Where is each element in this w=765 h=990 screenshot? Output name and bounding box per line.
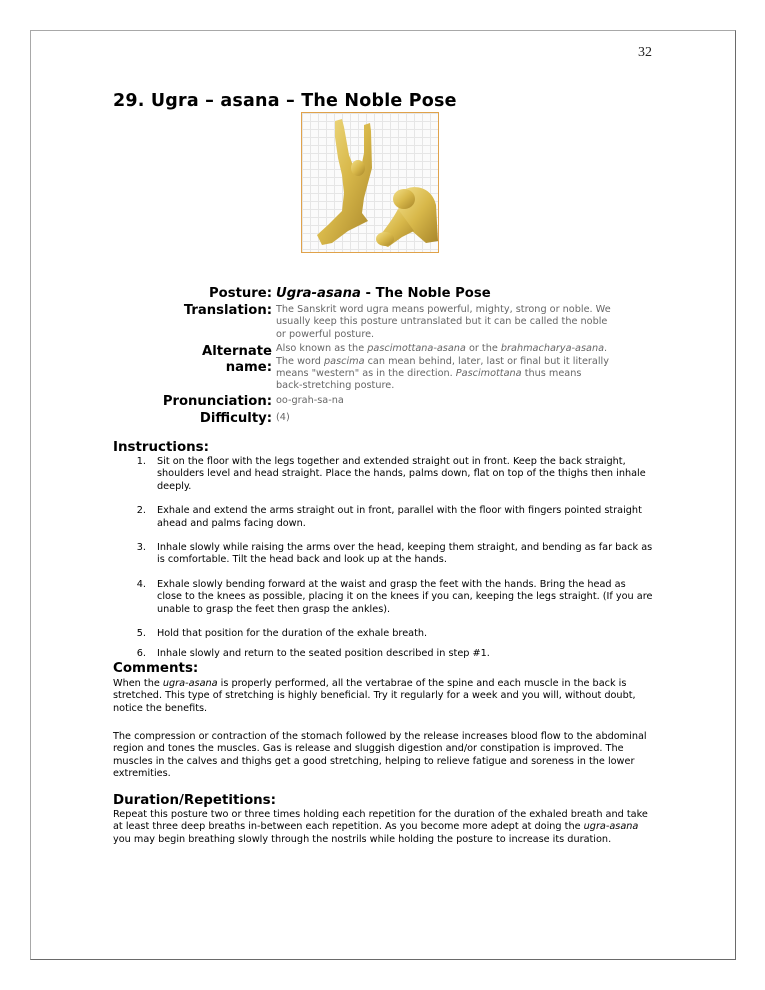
instruction-step bbox=[113, 456, 653, 493]
gold-figurines-image bbox=[302, 113, 438, 252]
instruction-step bbox=[113, 542, 653, 567]
difficulty-value: (4) bbox=[276, 411, 290, 423]
alternate-label-line2: name: bbox=[225, 360, 272, 376]
figure-arms-raised bbox=[317, 119, 372, 245]
difficulty-row bbox=[131, 411, 611, 427]
text-run: Also known as the bbox=[276, 343, 368, 355]
italic-term: ugra-asana bbox=[583, 821, 639, 833]
instructions-heading: Instructions: bbox=[113, 440, 210, 455]
instruction-step bbox=[113, 505, 653, 530]
pronunciation-value: oo-grah-sa-na bbox=[276, 394, 344, 406]
instructions-list bbox=[113, 456, 653, 661]
pronunciation-label: Pronunciation: bbox=[162, 393, 272, 409]
text-run: Repeat this posture two or three times holding each repetition for the duration of the exhaled breath and take at least three deep breaths in-between each repetition. As you become more adept at doing the bbox=[113, 809, 648, 833]
translation-row bbox=[131, 303, 611, 341]
step-number: 4. bbox=[136, 578, 146, 590]
text-run: or the bbox=[465, 343, 501, 355]
step-number: 6. bbox=[136, 648, 146, 660]
document-page bbox=[30, 30, 736, 960]
step-number: 3. bbox=[136, 542, 146, 554]
step-text: Inhale slowly and return to the seated position described in step #1. bbox=[157, 648, 490, 660]
page-title: 29. Ugra – asana – The Noble Pose bbox=[113, 91, 457, 111]
italic-term: Pascimottana bbox=[455, 368, 522, 380]
step-number: 2. bbox=[136, 505, 146, 517]
difficulty-label: Difficulty: bbox=[199, 410, 272, 426]
text-run: . The word bbox=[276, 343, 608, 367]
posture-label: Posture: bbox=[209, 286, 272, 301]
posture-name-italic: Ugra-asana bbox=[276, 286, 361, 301]
step-text: Inhale slowly while raising the arms over the head, keeping them straight, and bending as far back as is comfortable. Tilt the head back and look up at the hands. bbox=[157, 542, 653, 566]
italic-term: ugra-asana bbox=[162, 678, 218, 689]
alternate-label-line1: Alternate bbox=[201, 344, 272, 360]
italic-term: pascima bbox=[324, 355, 365, 367]
duration-paragraph bbox=[113, 809, 658, 846]
comments-paragraph-1 bbox=[113, 678, 658, 715]
figure-forward-bend bbox=[376, 187, 438, 247]
instruction-step bbox=[113, 579, 653, 616]
instruction-step bbox=[113, 628, 653, 640]
instruction-step bbox=[113, 648, 653, 660]
posture-row bbox=[131, 286, 611, 302]
step-number: 1. bbox=[136, 456, 146, 467]
posture-value bbox=[276, 286, 611, 302]
pronunciation-row bbox=[131, 394, 611, 410]
translation-value: The Sanskrit word ugra means powerful, mighty, strong or noble. We usually keep this posture untranslated but it can be called the noble or powerful posture. bbox=[276, 304, 611, 340]
posture-details bbox=[131, 286, 611, 428]
step-text: Exhale slowly bending forward at the waist and grasp the feet with the hands. Bring the head as close to the knees as possible, placing it on the knees if you can, keeping the legs straight. (If you are unable to grasp the feet then grasp the ankles). bbox=[157, 578, 653, 615]
comments-heading: Comments: bbox=[113, 661, 199, 676]
alternate-name-value bbox=[276, 342, 611, 393]
step-number: 5. bbox=[136, 628, 146, 640]
page-number: 32 bbox=[638, 45, 652, 60]
step-text: Hold that position for the duration of the exhale breath. bbox=[157, 628, 428, 640]
alternate-name-label bbox=[131, 342, 276, 376]
translation-label: Translation: bbox=[183, 303, 272, 318]
text-run: When the bbox=[113, 678, 163, 689]
step-text: Sit on the floor with the legs together and extended straight out in front. Keep the back straight, shoulders level and head straight. Place the hands, palms down, flat on top of the thighs then inhale deeply. bbox=[157, 456, 646, 492]
text-run: can mean behind, later, last or final but it literally means "western" as in the direction. bbox=[276, 355, 609, 380]
posture-name-rest: - The Noble Pose bbox=[360, 286, 491, 301]
pose-illustration bbox=[301, 112, 439, 253]
italic-term: pascimottana-asana bbox=[367, 343, 466, 355]
step-text: Exhale and extend the arms straight out in front, parallel with the floor with fingers pointed straight ahead and palms facing down. bbox=[157, 505, 642, 529]
text-run: is properly performed, all the vertabrae of the spine and each muscle in the back is stretched. This type of stretching is highly beneficial. Try it regularly for a week and you will, without doubt, notice the benefits. bbox=[113, 678, 636, 714]
text-run: you may begin breathing slowly through the nostrils while holding the posture to increase its duration. bbox=[113, 833, 612, 845]
text-run: thus means back-stretching posture. bbox=[276, 368, 582, 392]
alternate-name-row bbox=[131, 342, 611, 393]
italic-term: brahmacharya-asana bbox=[500, 343, 605, 355]
comments-paragraph-2: The compression or contraction of the stomach followed by the release increases blood flow to the abdominal region and tones the muscles. Gas is release and sluggish digestion and/or constipation is improved. The muscles in the calves and thighs get a good stretching, helping to relieve fatigue and soreness in the lower extremities. bbox=[113, 731, 647, 780]
duration-heading: Duration/Repetitions: bbox=[113, 793, 277, 808]
